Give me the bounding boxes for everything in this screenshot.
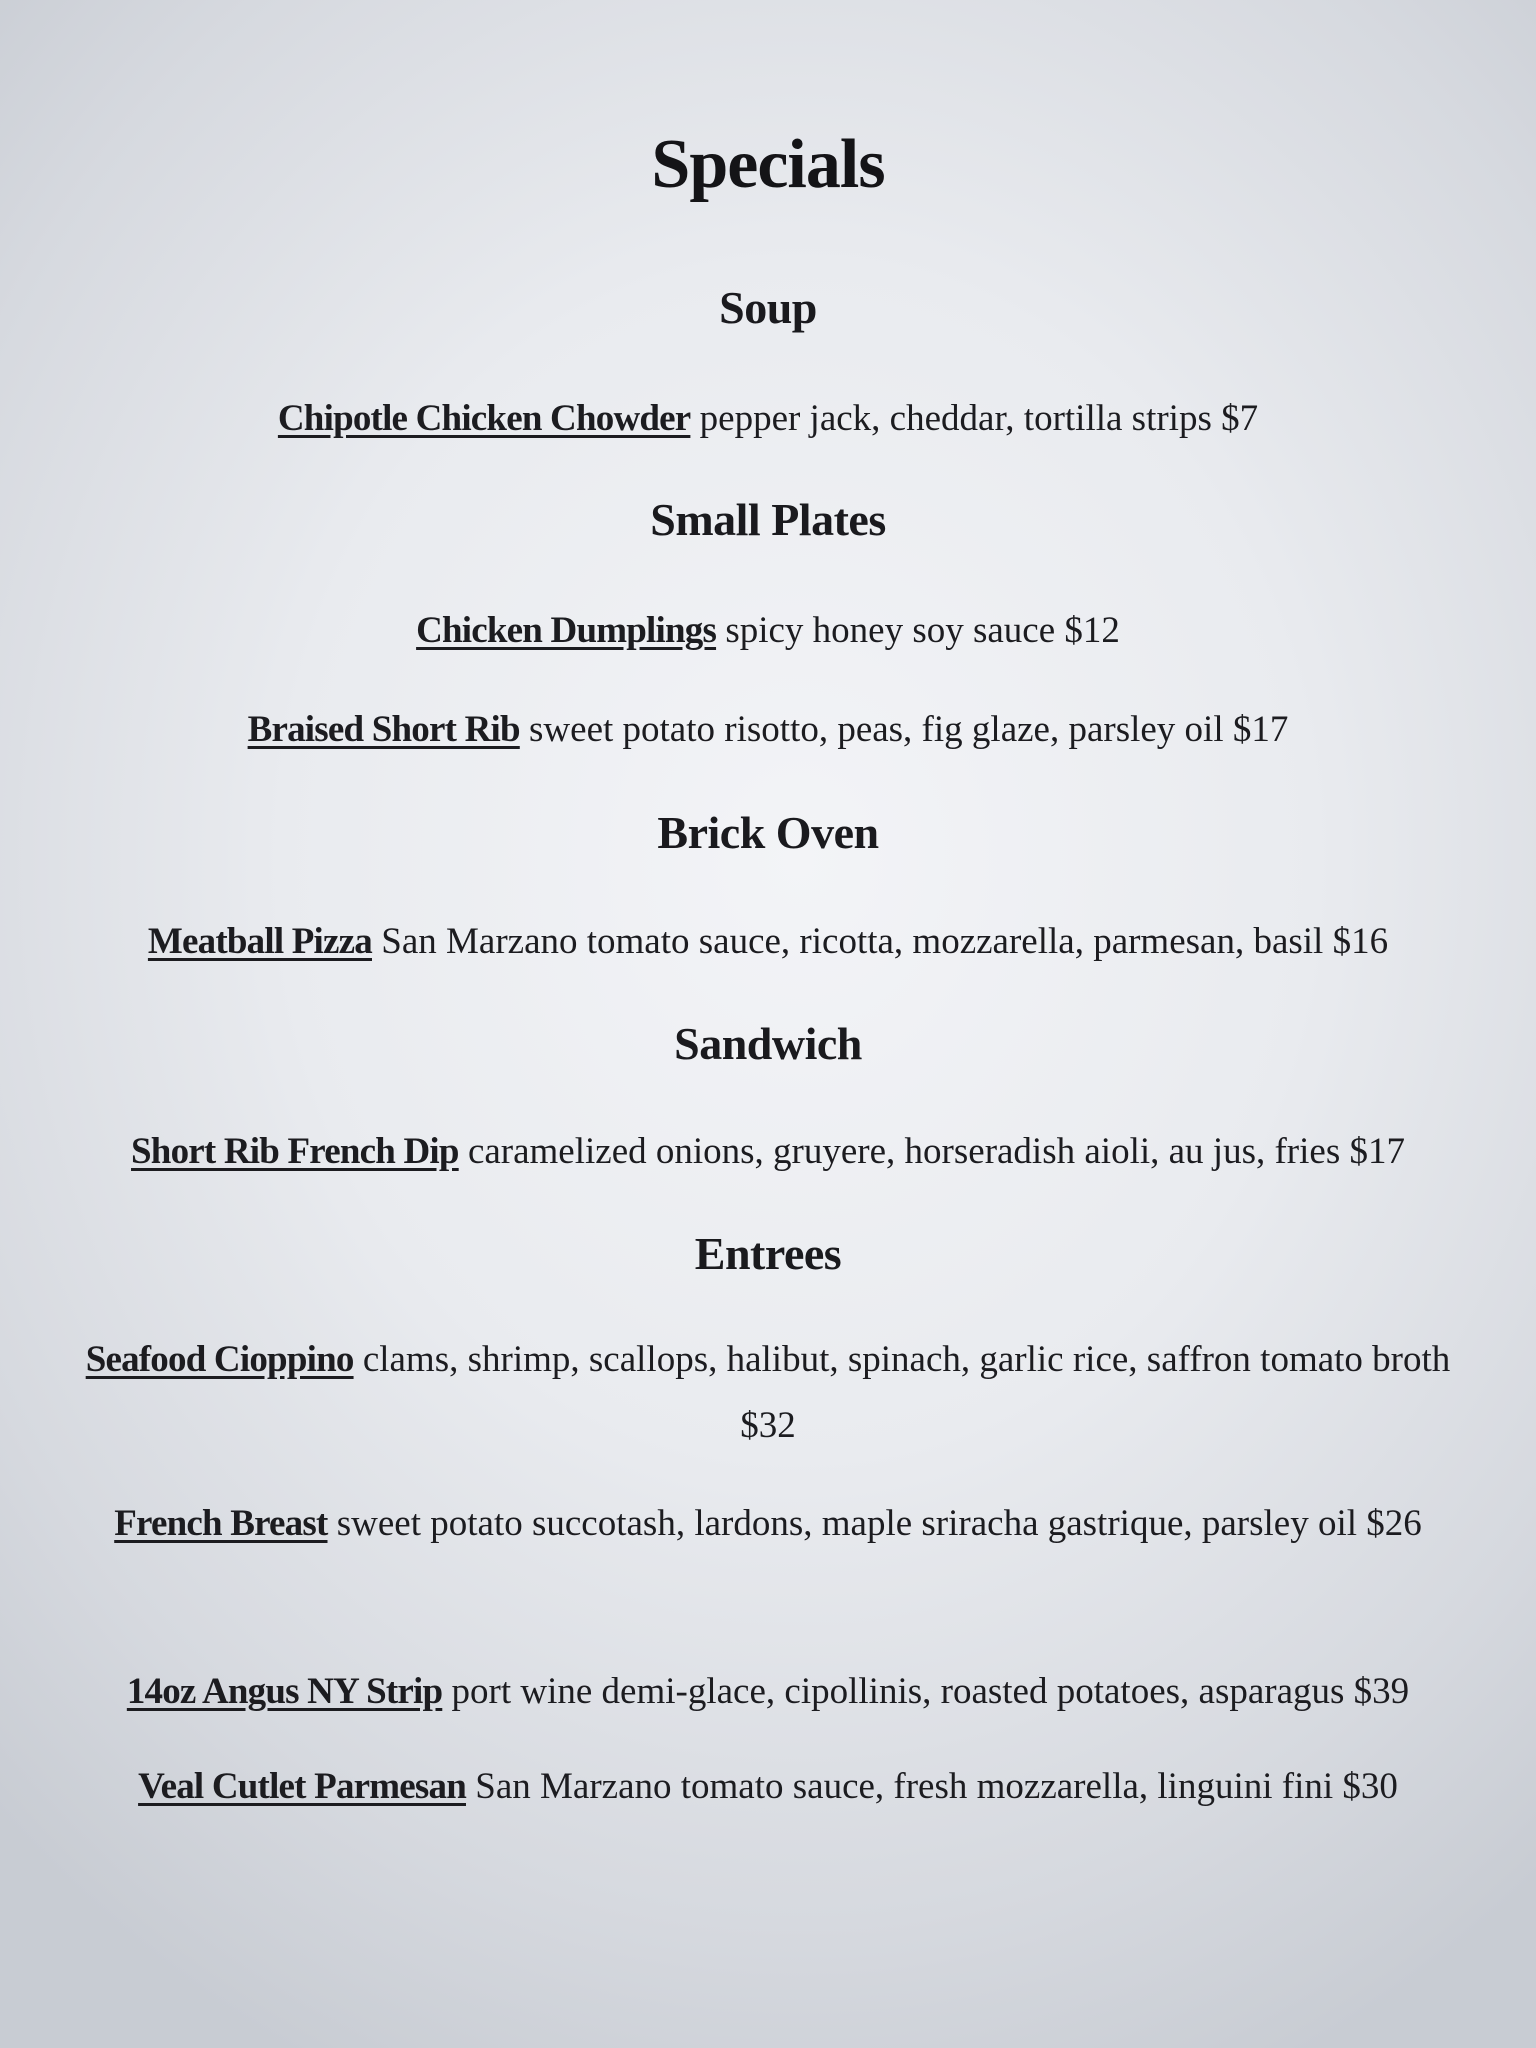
menu-item: [70, 386, 1466, 452]
section-heading-sandwich: Sandwich: [674, 1018, 862, 1069]
menu-item-desc: San Marzano tomato sauce, ricotta, mozzarella, parmesan, basil $16: [381, 921, 1389, 962]
menu-item-name: Chicken Dumplings: [416, 610, 717, 651]
menu-item-desc: pepper jack, cheddar, tortilla strips $7: [699, 398, 1259, 439]
menu-item: [70, 1119, 1466, 1185]
section-heading-brick-oven: Brick Oven: [657, 807, 879, 858]
menu-item: [70, 697, 1466, 763]
menu-item-name: Short Rib French Dip: [131, 1131, 459, 1172]
menu-item-name: Seafood Cioppino: [85, 1339, 354, 1380]
menu-item-name: Meatball Pizza: [147, 921, 372, 962]
menu-item-desc: San Marzano tomato sauce, fresh mozzarella, linguini fini $30: [475, 1766, 1398, 1807]
menu-item-name: Chipotle Chicken Chowder: [277, 398, 691, 439]
menu-item: [70, 1754, 1466, 1820]
menu-item-desc: sweet potato risotto, peas, fig glaze, parsley oil $17: [529, 709, 1289, 750]
menu-item-desc: caramelized onions, gruyere, horseradish aioli, au jus, fries $17: [467, 1131, 1405, 1172]
menu-item: [70, 1659, 1466, 1725]
menu-item-desc: clams, shrimp, scallops, halibut, spinach, garlic rice, saffron tomato broth $32: [362, 1339, 1451, 1446]
menu-item-desc: port wine demi-glace, cipollinis, roasted potatoes, asparagus $39: [451, 1671, 1410, 1712]
menu-item-desc: spicy honey soy sauce $12: [725, 610, 1120, 651]
section-heading-small-plates: Small Plates: [650, 494, 886, 545]
menu-item-name: French Breast: [114, 1503, 328, 1544]
menu-item: [70, 598, 1466, 664]
menu-item-name: 14oz Angus NY Strip: [126, 1671, 443, 1712]
menu-item-name: Braised Short Rib: [247, 709, 520, 750]
menu-item-desc: sweet potato succotash, lardons, maple sriracha gastrique, parsley oil $26: [336, 1503, 1422, 1544]
menu-item-name: Veal Cutlet Parmesan: [138, 1766, 466, 1807]
menu-item: [70, 1327, 1466, 1459]
menu-item: [70, 909, 1466, 975]
section-heading-soup: Soup: [719, 282, 817, 333]
menu-item: [70, 1491, 1466, 1557]
page-title: Specials: [651, 126, 885, 203]
section-heading-entrees: Entrees: [694, 1228, 842, 1279]
